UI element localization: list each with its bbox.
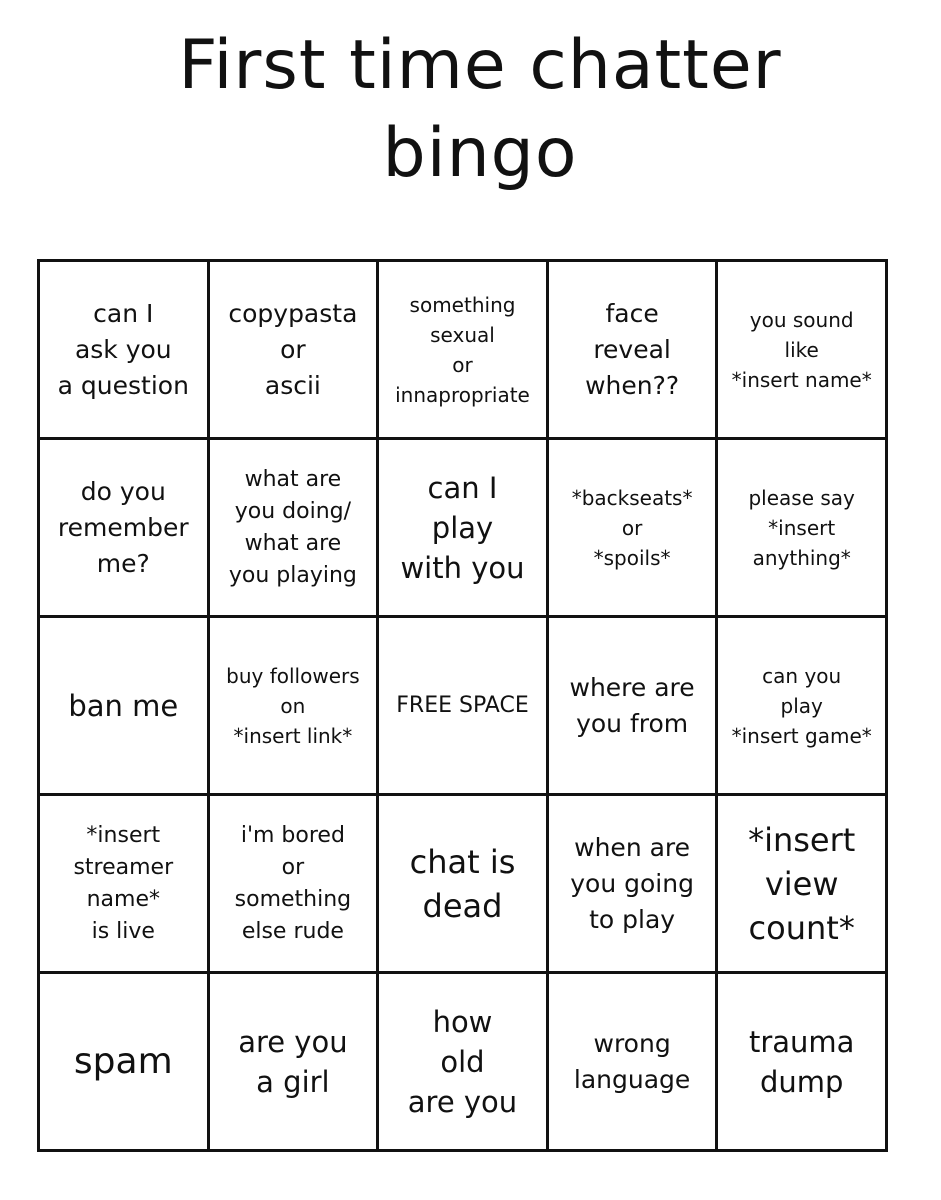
cell-text: a girl bbox=[256, 1064, 330, 1099]
cell-text: spam bbox=[73, 1040, 173, 1082]
cell-text: face bbox=[605, 298, 659, 328]
cell-text: on bbox=[280, 693, 306, 718]
cell-text: trauma bbox=[748, 1024, 855, 1059]
cell-text: you playing bbox=[228, 562, 357, 588]
cell-text: or bbox=[452, 352, 473, 377]
cell-text: something bbox=[409, 292, 516, 317]
cell-text: copypasta bbox=[228, 298, 358, 328]
page-title bbox=[0, 22, 941, 198]
cell-text: me? bbox=[96, 548, 150, 578]
bingo-cell bbox=[718, 440, 885, 615]
cell-text: something bbox=[234, 886, 352, 912]
bingo-cell bbox=[40, 974, 207, 1149]
cell-text: *backseats* bbox=[571, 485, 693, 510]
cell-text: like bbox=[784, 337, 819, 362]
cell-text: you going bbox=[570, 868, 694, 898]
bingo-cell bbox=[379, 440, 546, 615]
cell-text: are you bbox=[407, 1084, 518, 1119]
cell-text: you doing/ bbox=[234, 498, 352, 524]
cell-text: anything* bbox=[752, 545, 851, 570]
cell-text: innapropriate bbox=[395, 382, 530, 407]
cell-text: else rude bbox=[241, 918, 344, 944]
cell-text: dump bbox=[759, 1064, 844, 1099]
cell-text: what are bbox=[244, 466, 342, 492]
cell-text: *insert bbox=[748, 820, 856, 859]
bingo-cell bbox=[379, 262, 546, 437]
cell-text: language bbox=[573, 1064, 691, 1094]
bingo-cell bbox=[718, 796, 885, 971]
cell-text: streamer bbox=[73, 854, 174, 880]
bingo-cell bbox=[718, 974, 885, 1149]
cell-text: are you bbox=[238, 1024, 348, 1059]
cell-text: *insert game* bbox=[731, 723, 872, 748]
cell-text: *insert name* bbox=[731, 367, 872, 392]
cell-text: where are bbox=[569, 672, 695, 702]
cell-text: you from bbox=[576, 708, 689, 738]
bingo-cell bbox=[549, 974, 716, 1149]
bingo-cell bbox=[549, 796, 716, 971]
cell-text: you sound bbox=[749, 307, 854, 332]
cell-text: i'm bored bbox=[240, 822, 345, 848]
cell-text: is live bbox=[91, 918, 155, 944]
bingo-cell bbox=[210, 618, 377, 793]
cell-text: can I bbox=[427, 470, 498, 505]
cell-text: please say bbox=[748, 485, 855, 510]
bingo-cell bbox=[718, 618, 885, 793]
title-line-1: First time chatter bbox=[178, 26, 782, 105]
cell-text: *insert link* bbox=[233, 723, 353, 748]
bingo-cell bbox=[549, 440, 716, 615]
cell-text: sexual bbox=[430, 322, 495, 347]
bingo-cell-free-space bbox=[379, 618, 546, 793]
bingo-cell bbox=[210, 262, 377, 437]
cell-text: chat is bbox=[409, 842, 516, 881]
cell-text: what are bbox=[244, 530, 342, 556]
cell-text: or bbox=[280, 334, 306, 364]
cell-text: play bbox=[431, 510, 494, 545]
cell-text: wrong bbox=[593, 1028, 671, 1058]
cell-text: to play bbox=[589, 904, 676, 934]
bingo-cell bbox=[40, 262, 207, 437]
bingo-cell bbox=[210, 440, 377, 615]
cell-text: *insert bbox=[768, 515, 836, 540]
bingo-cell bbox=[40, 618, 207, 793]
cell-text: when are bbox=[574, 832, 691, 862]
cell-text: do you bbox=[80, 476, 166, 506]
bingo-cell bbox=[549, 618, 716, 793]
bingo-grid bbox=[37, 259, 888, 1152]
cell-text: a question bbox=[57, 370, 189, 400]
bingo-cell bbox=[210, 796, 377, 971]
cell-text: old bbox=[440, 1044, 485, 1079]
cell-text: view bbox=[764, 864, 839, 903]
cell-text: dead bbox=[422, 886, 503, 925]
title-line-2: bingo bbox=[382, 114, 578, 193]
bingo-cell bbox=[549, 262, 716, 437]
cell-text: *insert bbox=[86, 822, 161, 848]
cell-text: ascii bbox=[264, 370, 321, 400]
cell-text: *spoils* bbox=[593, 545, 671, 570]
bingo-cell bbox=[379, 796, 546, 971]
cell-text: FREE SPACE bbox=[396, 692, 529, 718]
bingo-cell bbox=[40, 796, 207, 971]
bingo-cell bbox=[40, 440, 207, 615]
cell-text: ask you bbox=[74, 334, 172, 364]
cell-text: reveal bbox=[593, 334, 671, 364]
bingo-cell bbox=[210, 974, 377, 1149]
bingo-cell bbox=[718, 262, 885, 437]
cell-text: play bbox=[780, 693, 823, 718]
cell-text: with you bbox=[400, 550, 525, 585]
cell-text: when?? bbox=[585, 370, 680, 400]
cell-text: can I bbox=[93, 298, 154, 328]
cell-text: or bbox=[281, 854, 305, 880]
bingo-cell bbox=[379, 974, 546, 1149]
cell-text: ban me bbox=[68, 688, 179, 723]
cell-text: name* bbox=[86, 886, 160, 912]
cell-text: can you bbox=[762, 663, 842, 688]
cell-text: remember bbox=[57, 512, 189, 542]
cell-text: how bbox=[432, 1004, 493, 1039]
cell-text: count* bbox=[748, 908, 855, 947]
cell-text: buy followers bbox=[226, 663, 360, 688]
cell-text: or bbox=[621, 515, 643, 540]
